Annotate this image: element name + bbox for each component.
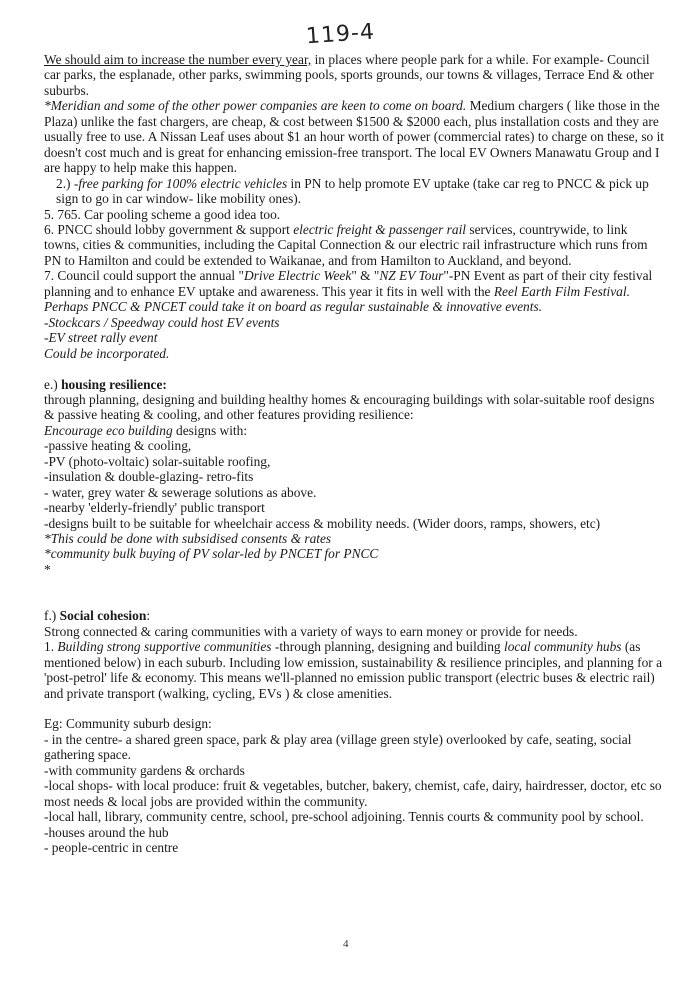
list-item-drive-electric: 7. Council could support the annual "Drive Electric Week" & "NZ EV Tour"-PN Event as part of their city festival planning and to enhance EV uptake and awareness. This year it fits in well with the Reel Earth Film Festival. Perhaps PNCC & PNCET could take it on board as regular sustainable & innovative events. — [44, 268, 653, 315]
list-item: - water, grey water & sewerage solutions as above. — [44, 484, 317, 500]
paragraph-housing-intro: through planning, designing and building healthy homes & encouraging buildings with solar-suitable roof designs & passive heating & cooling, and other features providing resilience: — [44, 391, 655, 423]
list-item: -designs built to be suitable for wheelchair access & mobility needs. (Wider doors, ramps, showers, etc) — [44, 515, 601, 531]
page-number: 4 — [343, 938, 349, 950]
section-heading-housing: e.) housing resilience: — [44, 376, 167, 392]
underlined-text: We should aim to increase the number every year, — [44, 52, 312, 67]
list-item: -insulation & double-glazing- retro-fits — [44, 469, 254, 485]
list-item: -houses around the hub — [44, 824, 169, 840]
list-item: -local hall, library, community centre, school, pre-school adjoining. Tennis courts & community pool by school. — [44, 809, 644, 825]
note-subsidised: *This could be done with subsidised consents & rates — [44, 531, 332, 547]
note-incorporated: Could be incorporated. — [44, 345, 170, 361]
list-item: -nearby 'elderly-friendly' public transport — [44, 500, 265, 516]
list-item: -passive heating & cooling, — [44, 438, 192, 454]
list-item-free-parking: 2.) -free parking for 100% electric vehicles in PN to help promote EV uptake (take car reg to PNCC & pick up sign to go in car window- like mobility ones). — [56, 175, 649, 207]
section-heading-social: f.) Social cohesion: — [44, 608, 151, 624]
paragraph-social-intro: Strong connected & caring communities with a variety of ways to earn money or provide for needs. — [44, 623, 578, 639]
list-item-rally: -EV street rally event — [44, 330, 158, 346]
paragraph-meridian: *Meridian and some of the other power companies are keen to come on board. Medium chargers ( like those in the Plaza) unlike the fast chargers, are cheap, & cost between $1500 & $2000 each, plus installation costs and they are usually free to use. A Nissan Leaf uses about $1 an hour worth of power (commercial rates) to charge on these, so it doesn't cost much and is great for enhancing emission-free transport. The local EV Owners Manawatu Group and I are happy to help make this happen. — [44, 98, 665, 176]
paragraph-eco-building: Encourage eco building designs with: — [44, 422, 248, 438]
paragraph-community-hubs: 1. Building strong supportive communities -through planning, designing and building local community hubs (as mentioned below) in each suburb. Including low emission, sustainability & resilience principles, and planning for a 'post-petrol' life & economy. This means we'll-planned no emission public transport (electric buses & electric rail) and private transport (walking, cycling, EVs ) & close amenities. — [44, 639, 663, 701]
list-item-car-pooling: 5. 765. Car pooling scheme a good idea too. — [44, 206, 281, 222]
list-item-stockcars: -Stockcars / Speedway could host EV events — [44, 314, 280, 330]
paragraph-eg-title: Eg: Community suburb design: — [44, 716, 212, 732]
handwritten-reference: 119-4 — [305, 19, 376, 50]
note-star: * — [44, 561, 51, 577]
list-item: - in the centre- a shared green space, park & play area (village green style) overlooked by cafe, seating, social gathering space. — [44, 731, 632, 763]
list-item-rail: 6. PNCC should lobby government & support electric freight & passenger rail services, countrywide, to link towns, cities & communities, including the Capital Connection & our electric rail infrastructure which runs from PN to Hamilton and could be extended to Waikanae, and from Hamilton to Auckland, and beyond. — [44, 221, 648, 268]
list-item: -PV (photo-voltaic) solar-suitable roofing, — [44, 453, 271, 469]
list-item: -local shops- with local produce: fruit & vegetables, butcher, bakery, chemist, cafe, dairy, hairdresser, doctor, etc so most needs & local jobs are provided within the community. — [44, 778, 662, 809]
list-item: - people-centric in centre — [44, 840, 179, 856]
list-item: -with community gardens & orchards — [44, 762, 245, 778]
document-body — [44, 52, 664, 856]
paragraph-ev-chargers: We should aim to increase the number every year, in places where people park for a while. For example- Council car parks, the esplanade, other parks, swimming pools, sports grounds, our towns & villages, Terrace End & other suburbs. — [44, 52, 654, 98]
note-bulk-buying: *community bulk buying of PV solar-led by PNCET for PNCC — [44, 546, 379, 562]
